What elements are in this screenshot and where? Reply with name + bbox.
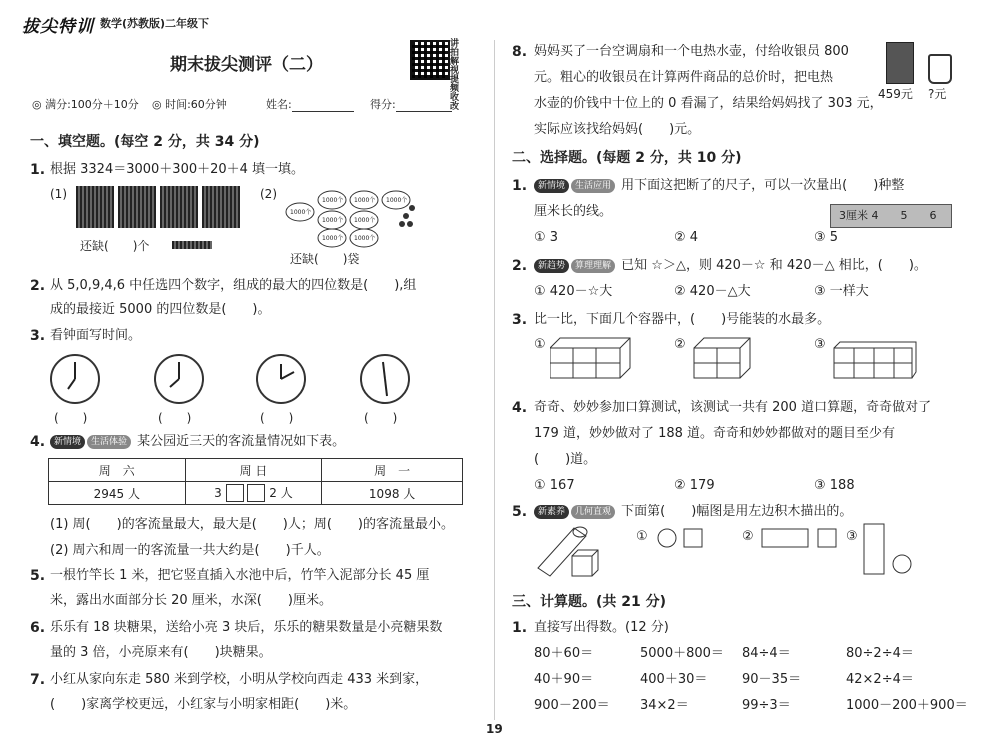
calc-item[interactable]: 5000＋800＝ bbox=[640, 646, 724, 661]
q2-number: 2. bbox=[30, 278, 46, 294]
q1-fill2[interactable]: 还缺( )袋 bbox=[290, 252, 360, 266]
s2-q4-number: 4. bbox=[512, 400, 528, 416]
shape-option1-icon bbox=[656, 526, 716, 550]
q1-fill1[interactable]: 还缺( )个 bbox=[80, 239, 150, 253]
bag-label: 1000个 bbox=[354, 235, 376, 242]
q4-text: 新情境 生活体验 某公园近三天的客流量情况如下表。 bbox=[50, 433, 345, 451]
q5-line1: 一根竹竿长 1 米，把它竖直插入水池中后，竹竿入泥部分长 45 厘 bbox=[50, 568, 430, 583]
option[interactable]: ② 4 bbox=[674, 230, 699, 245]
q8-line2: 元。粗心的收银员在计算两件商品的总价时，把电热 bbox=[534, 70, 834, 85]
option[interactable]: ① 3 bbox=[534, 230, 559, 245]
name-field[interactable]: 姓名: bbox=[266, 97, 354, 112]
s2-q2-text[interactable]: 新趋势 算理理解 已知 ☆＞△，则 420－☆ 和 420－△ 相比，( )。 bbox=[534, 257, 927, 275]
blocks-icon bbox=[534, 522, 622, 582]
option[interactable]: ③ bbox=[814, 337, 826, 352]
page-number: 19 bbox=[486, 722, 503, 736]
q1-number: 1. bbox=[30, 162, 46, 178]
option[interactable]: ③ 188 bbox=[814, 478, 855, 493]
q4-sub1[interactable]: (1) 周( )的客流量最大，最大是( )人；周( )的客流量最小。 bbox=[50, 517, 454, 532]
s3-q1-number: 1. bbox=[512, 620, 528, 636]
option[interactable]: ③ 5 bbox=[814, 230, 839, 245]
price-kettle: ?元 bbox=[928, 87, 947, 101]
clock-answer[interactable]: ( ) bbox=[54, 411, 88, 425]
calc-item[interactable]: 42×2÷4＝ bbox=[846, 672, 914, 687]
calc-item[interactable]: 90－35＝ bbox=[742, 672, 802, 687]
clock-hands bbox=[50, 354, 410, 404]
s2-q5-number: 5. bbox=[512, 504, 528, 520]
shape-option2-icon bbox=[760, 526, 846, 550]
bag-label: 1000个 bbox=[322, 217, 344, 224]
brand-logo: 拔尖特训 bbox=[22, 17, 94, 37]
calc-item[interactable]: 900－200＝ bbox=[534, 698, 610, 713]
visitor-table bbox=[48, 458, 463, 505]
s2-q3-number: 3. bbox=[512, 312, 528, 328]
q6-line2[interactable]: 量的 3 倍，小亮原来有( )块糖果。 bbox=[50, 645, 272, 660]
option[interactable]: ① 167 bbox=[534, 478, 575, 493]
score-field[interactable]: 得分: bbox=[370, 97, 452, 112]
calc-item[interactable]: 1000－200＋900＝ bbox=[846, 698, 968, 713]
q7-line1: 小红从家向东走 580 米到学校，小明从学校向西走 433 米到家， bbox=[50, 672, 429, 687]
s3-q1-text: 直接写出得数。(12 分) bbox=[534, 620, 669, 635]
option[interactable]: ② 420－△大 bbox=[674, 284, 751, 299]
bag-label: 1000个 bbox=[290, 209, 312, 216]
air-cooler-icon bbox=[886, 42, 914, 84]
s2-q1-number: 1. bbox=[512, 178, 528, 194]
thousand-cube-icon bbox=[202, 186, 240, 228]
score-info: ◎ 满分:100分＋10分 bbox=[32, 98, 139, 111]
s2-q5-text[interactable]: 新素养 几何直观 下面第( )幅图是用左边积木描出的。 bbox=[534, 503, 852, 521]
option[interactable]: ② 179 bbox=[674, 478, 715, 493]
bag-label: 1000个 bbox=[354, 217, 376, 224]
option[interactable]: ① bbox=[534, 337, 546, 352]
table-cell: 2945 人 bbox=[49, 482, 186, 505]
calc-item[interactable]: 99÷3＝ bbox=[742, 698, 791, 713]
hundred-flat-icon bbox=[172, 241, 212, 249]
calc-item[interactable]: 400＋30＝ bbox=[640, 672, 708, 687]
q1-text: 根据 3324＝3000＋300＋20＋4 填一填。 bbox=[50, 162, 305, 177]
q4-sub2[interactable]: (2) 周六和周一的客流量一共大约是( )千人。 bbox=[50, 543, 330, 558]
q5-line2[interactable]: 米，露出水面部分长 20 厘米，水深( )厘米。 bbox=[50, 593, 332, 608]
q3-number: 3. bbox=[30, 328, 46, 344]
option[interactable]: ② bbox=[674, 337, 686, 352]
clock-answer[interactable]: ( ) bbox=[158, 411, 192, 425]
q8-line4[interactable]: 实际应该找给妈妈( )元。 bbox=[534, 122, 701, 137]
calc-item[interactable]: 40＋90＝ bbox=[534, 672, 594, 687]
bags-icon bbox=[282, 178, 422, 250]
table-header: 周 日 bbox=[185, 459, 322, 482]
q7-number: 7. bbox=[30, 672, 46, 688]
clock-answer[interactable]: ( ) bbox=[260, 411, 294, 425]
q3-text: 看钟面写时间。 bbox=[50, 328, 142, 343]
section2-heading: 二、选择题。(每题 2 分，共 10 分) bbox=[512, 150, 742, 166]
option[interactable]: ① bbox=[636, 529, 648, 544]
page-title: 期末拔尖测评（二） bbox=[170, 55, 323, 75]
q1-part1: (1) bbox=[50, 187, 67, 201]
option[interactable]: ① 420－☆大 bbox=[534, 284, 613, 299]
s2-q3-text[interactable]: 比一比，下面几个容器中，( )号能装的水最多。 bbox=[534, 312, 831, 327]
table-header: 周 六 bbox=[49, 459, 186, 482]
thousand-cube-icon bbox=[118, 186, 156, 228]
bag-label: 1000个 bbox=[322, 235, 344, 242]
q5-number: 5. bbox=[30, 568, 46, 584]
option[interactable]: ③ bbox=[846, 529, 858, 544]
qr-caption: 讲拍解视提频收改 bbox=[450, 39, 460, 112]
q8-number: 8. bbox=[512, 44, 528, 60]
q6-number: 6. bbox=[30, 620, 46, 636]
thousand-cube-icon bbox=[76, 186, 114, 228]
q1-part2: (2) bbox=[260, 187, 277, 201]
q7-line2[interactable]: ( )家离学校更远，小红家与小明家相距( )米。 bbox=[50, 697, 357, 712]
section3-heading: 三、计算题。(共 21 分) bbox=[512, 594, 667, 610]
q8-line1: 妈妈买了一台空调扇和一个电热水壶，付给收银员 800 bbox=[534, 44, 849, 59]
q2-line1[interactable]: 从 5,0,9,4,6 中任选四个数字，组成的最大的四位数是( ),组 bbox=[50, 278, 417, 293]
clock-answer[interactable]: ( ) bbox=[364, 411, 398, 425]
s2-q2-number: 2. bbox=[512, 258, 528, 274]
shape-option3-icon bbox=[862, 522, 922, 578]
price-cooler: 459元 bbox=[878, 87, 913, 101]
calc-item[interactable]: 84÷4＝ bbox=[742, 646, 791, 661]
option[interactable]: ② bbox=[742, 529, 754, 544]
q8-line3: 水壶的价钱中十位上的 0 看漏了，结果给妈妈找了 303 元， bbox=[534, 96, 883, 111]
q4-number: 4. bbox=[30, 434, 46, 450]
s2-q4-line3[interactable]: ( )道。 bbox=[534, 452, 597, 467]
s2-q4-line2: 179 道，妙妙做对了 188 道。奇奇和妙妙都做对的题目至少有 bbox=[534, 426, 896, 441]
q6-line1: 乐乐有 18 块糖果，送给小亮 3 块后，乐乐的糖果数量是小亮糖果数 bbox=[50, 620, 443, 635]
thousand-cube-icon bbox=[160, 186, 198, 228]
s2-q1-line1[interactable]: 新情境 生活应用 用下面这把断了的尺子，可以一次量出( )种整 bbox=[534, 177, 904, 195]
table-cell[interactable]: 3 2 人 bbox=[185, 482, 322, 505]
q2-line2[interactable]: 成的最接近 5000 的四位数是( )。 bbox=[50, 302, 271, 317]
broken-ruler-icon: 3厘米 4 5 6 bbox=[830, 204, 952, 228]
table-cell: 1098 人 bbox=[322, 482, 463, 505]
bag-label: 1000个 bbox=[322, 197, 344, 204]
table-header: 周 一 bbox=[322, 459, 463, 482]
bag-label: 1000个 bbox=[386, 197, 408, 204]
calc-item[interactable]: 80＋60＝ bbox=[534, 646, 594, 661]
series-label: 数学(苏教版)二年级下 bbox=[100, 17, 210, 30]
calc-item[interactable]: 34×2＝ bbox=[640, 698, 689, 713]
section1-heading: 一、填空题。(每空 2 分，共 34 分) bbox=[30, 134, 260, 150]
s2-q1-line2: 厘米长的线。 bbox=[534, 204, 613, 219]
calc-item[interactable]: 80÷2÷4＝ bbox=[846, 646, 914, 661]
containers-icon bbox=[550, 336, 920, 380]
bag-label: 1000个 bbox=[354, 197, 376, 204]
option[interactable]: ③ 一样大 bbox=[814, 284, 869, 299]
qr-code-icon[interactable] bbox=[410, 40, 450, 80]
time-info: ◎ 时间:60分钟 bbox=[152, 98, 227, 111]
column-divider bbox=[494, 40, 495, 720]
kettle-icon bbox=[928, 54, 952, 84]
s2-q4-line1: 奇奇、妙妙参加口算测试，该测试一共有 200 道口算题，奇奇做对了 bbox=[534, 400, 932, 415]
